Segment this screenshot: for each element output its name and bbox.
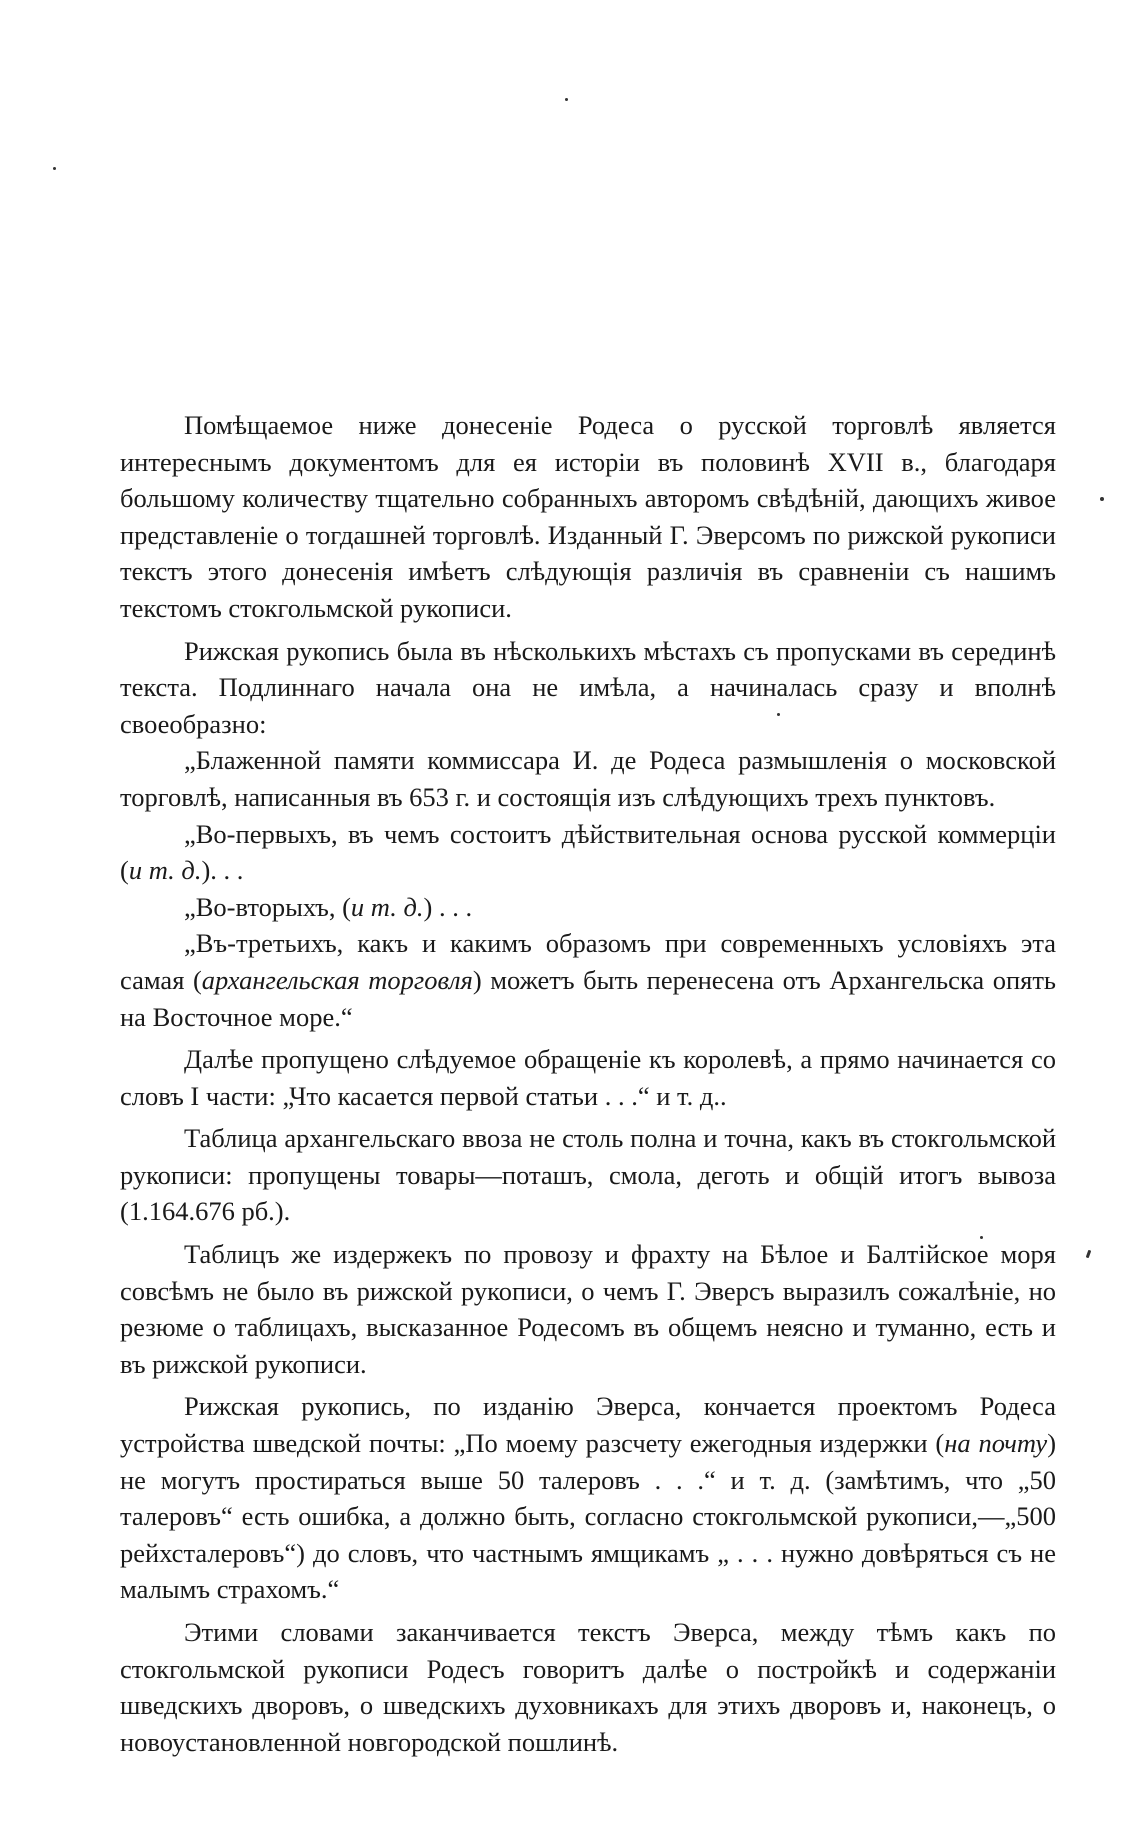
text-segment: ). . .	[201, 855, 244, 886]
scan-speck	[53, 167, 56, 170]
text-segment: ) . . .	[423, 891, 473, 922]
paragraph-quote-second	[120, 889, 1056, 926]
paragraph-conclusion	[120, 1614, 1056, 1760]
paragraph-postal-project	[120, 1388, 1056, 1608]
text-segment: „Во-первыхъ, въ чемъ состоитъ дѣйствительная основа русской коммерціи (	[120, 818, 1056, 886]
text-segment: ) можетъ быть перенесена отъ Архангельска опять на Восточное море.“	[120, 964, 1056, 1032]
text-segment: Помѣщаемое ниже донесеніе Родеса о русской торговлѣ является интереснымъ документомъ для ея исторіи въ половинѣ XVII в., благодаря большому количеству тщательно собранныхъ авторомъ свѣдѣній, дающихъ живое представленіе о тогдашней торговлѣ. Изданный Г. Эверсомъ по рижской рукописи текстъ этого донесенія имѣетъ слѣдующія различія въ сравненіи съ нашимъ текстомъ стокгольмской рукописи.	[120, 410, 1056, 623]
text-segment: „Въ-третьихъ, какъ и какимъ образомъ при современныхъ условіяхъ эта самая (	[120, 928, 1056, 995]
paragraph-import-table	[120, 1120, 1056, 1230]
text-segment: Таблицъ же издержекъ по провозу и фрахту на Бѣлое и Балтійское моря совсѣмъ не было въ рижской рукописи, о чемъ Г. Эверсъ выразилъ сожалѣніе, но резюме о таблицахъ, высказанное Родесомъ въ общемъ неясно и туманно, есть и въ рижской рукописи.	[120, 1239, 1056, 1379]
paragraph-quote-third	[120, 925, 1056, 1035]
paragraph-costs-table	[120, 1236, 1056, 1382]
italic-text: архангельская торговля	[201, 964, 473, 995]
text-segment: Рижская рукопись была въ нѣсколькихъ мѣстахъ съ пропусками въ серединѣ текста. Подлиннаго начала она не имѣла, а начиналась сразу и вполнѣ своеобразно:	[120, 635, 1056, 739]
italic-text: на почту	[944, 1428, 1048, 1459]
paragraph-intro	[120, 407, 1056, 627]
paragraph-omission	[120, 1041, 1056, 1114]
text-segment: Рижская рукопись, по изданію Эверса, кончается проектомъ Родеса устройства шведской почты: „По моему разсчету ежегодныя издержки (	[120, 1391, 1056, 1459]
text-segment: ) не могутъ простираться выше 50 талеровъ . . .“ и т. д. (замѣтимъ, что „50 талеровъ“ есть ошибка, а должно быть, согласно стокгольмской рукописи,—„500 рейхсталеровъ“) до словъ, что частнымъ ямщикамъ „ . . . нужно довѣряться съ не малымъ страхомъ.“	[120, 1428, 1057, 1605]
scan-speck	[565, 98, 568, 101]
text-segment: Таблица архангельскаго ввоза не столь полна и точна, какъ въ стокгольмской рукописи: пропущены товары—поташъ, смола, деготь и общій итогъ вывоза (1.164.676 рб.).	[120, 1123, 1056, 1227]
text-segment: Этими словами заканчивается текстъ Эверса, между тѣмъ какъ по стокгольмской рукописи Родесъ говоритъ далѣе о постройкѣ и содержаніи шведскихъ дворовъ, о шведскихъ духовникахъ для этихъ дворовъ и, наконецъ, о новоустановленной новгородской пошлинѣ.	[120, 1617, 1056, 1757]
text-segment: Далѣе пропущено слѣдуемое обращеніе къ королевѣ, а прямо начинается со словъ I части: „Что касается первой статьи . . .“ и т. д..	[120, 1044, 1056, 1111]
paragraph-quote-first	[120, 816, 1056, 889]
text-segment: „Блаженной памяти коммиссара И. де Родеса размышленія о московской торговлѣ, написанныя въ 653 г. и состоящія изъ слѣдующихъ трехъ пунктовъ.	[120, 745, 1056, 812]
italic-text: и т. д.	[128, 855, 202, 886]
scan-speck	[1086, 1250, 1092, 1259]
scan-speck	[1100, 497, 1104, 501]
body-text	[120, 407, 1056, 1760]
paragraph-quote-title	[120, 742, 1056, 815]
italic-text: и т. д.	[350, 891, 424, 922]
text-segment: „Во-вторыхъ, (	[184, 891, 351, 922]
paragraph-riga-manuscript	[120, 633, 1056, 743]
